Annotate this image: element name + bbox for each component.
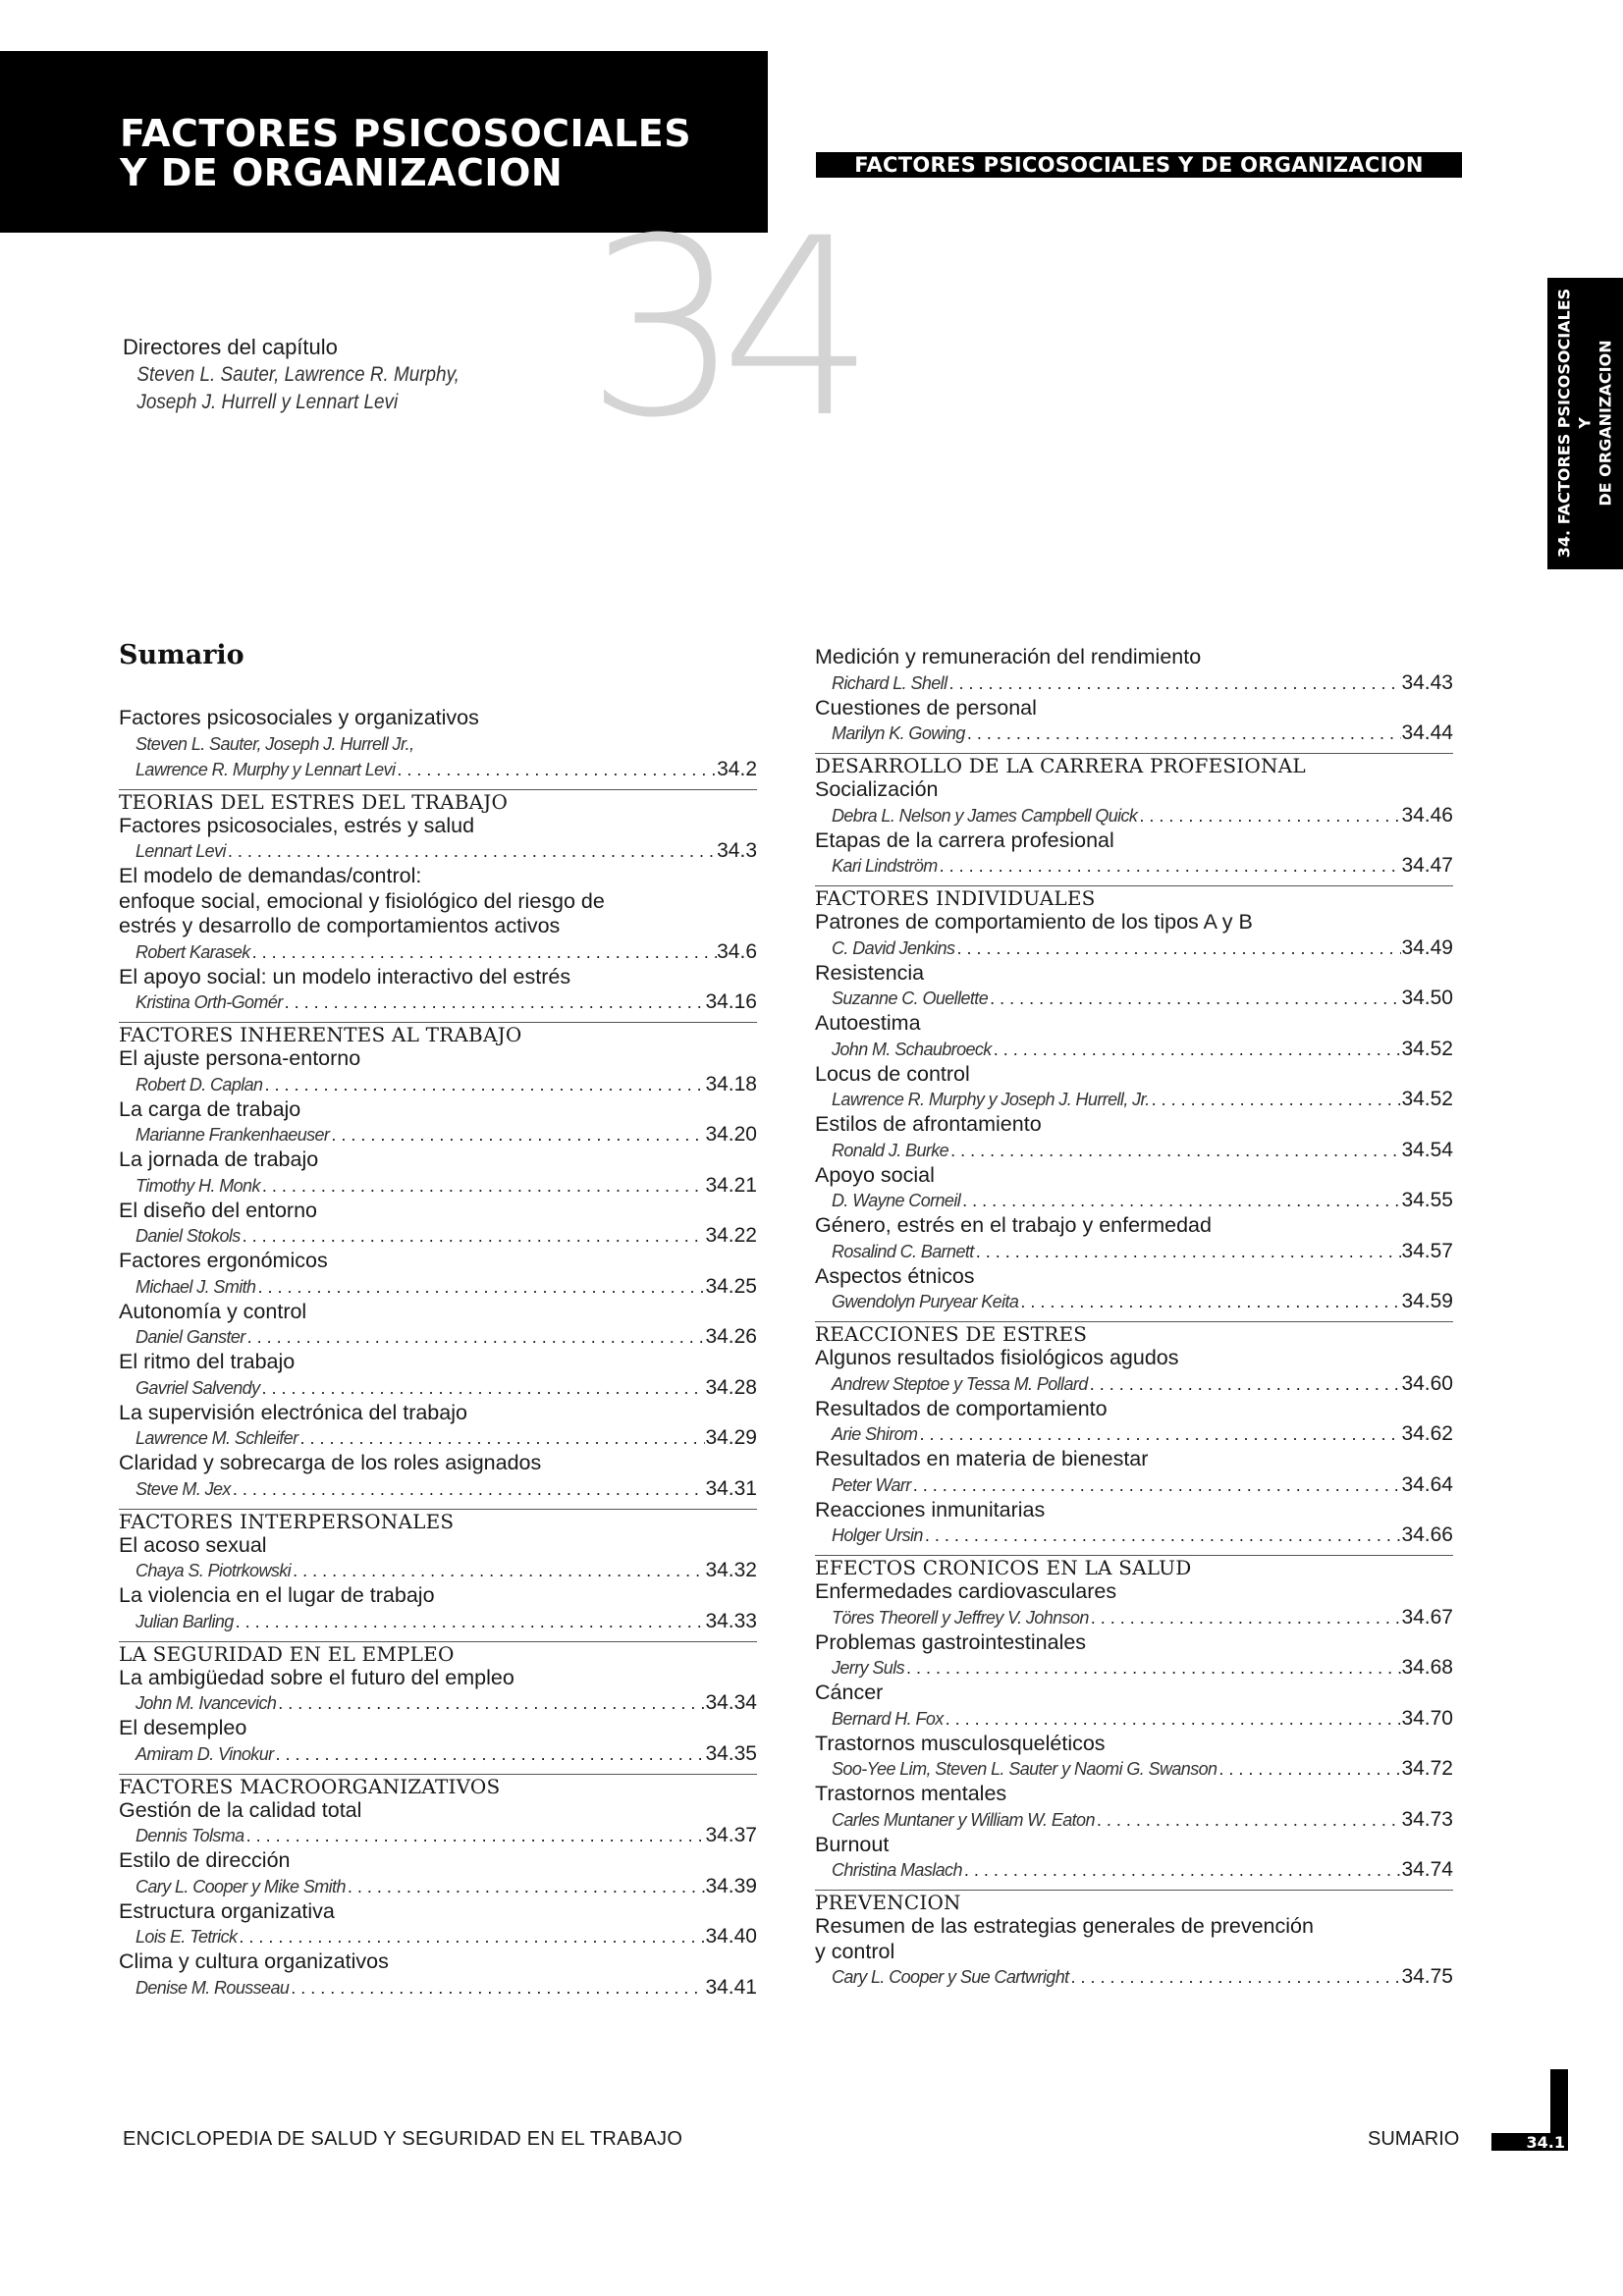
chapter-title-line2: Y DE ORGANIZACION <box>120 151 564 194</box>
entry-page-number: 34.25 <box>705 1274 757 1298</box>
entry-page-number: 34.40 <box>705 1925 757 1948</box>
entry-title: La supervisión electrónica del trabajo <box>119 1400 467 1424</box>
entry-author-page-line <box>119 1173 757 1199</box>
entry-author-page-line <box>815 721 1453 746</box>
entry-author-line: Steven L. Sauter, Joseph J. Hurrell Jr., <box>135 733 414 754</box>
entry-author: Kari Lindström <box>832 856 938 876</box>
entry-page-number: 34.22 <box>705 1224 757 1247</box>
contents-entry <box>119 1097 757 1148</box>
entry-title: Algunos resultados fisiológicos agudos <box>815 1346 1179 1369</box>
contents-entry <box>119 1848 757 1899</box>
entry-page-number: 34.37 <box>705 1824 757 1846</box>
contents-entry <box>119 1249 757 1300</box>
dot-leader <box>1069 1964 1402 1990</box>
entry-author: Daniel Stokols <box>135 1226 241 1246</box>
contents-entry <box>815 1833 1453 1884</box>
entry-author: Jerry Suls <box>832 1658 905 1678</box>
entry-title: La jornada de trabajo <box>119 1148 319 1171</box>
entry-page-number: 34.57 <box>1401 1239 1453 1262</box>
entry-author-page-line <box>815 1472 1453 1498</box>
entry-author-page-line <box>815 1756 1453 1782</box>
entry-page-number: 34.47 <box>1401 854 1453 877</box>
entry-page-number: 34.32 <box>705 1559 757 1581</box>
entry-author-page-line <box>119 757 757 782</box>
entry-title: Factores psicosociales y organizativos <box>119 706 479 729</box>
dot-leader <box>274 1741 706 1767</box>
entry-title: Patrones de comportamiento de los tipos A y B <box>815 910 1253 934</box>
contents-entry <box>815 1732 1453 1783</box>
entry-title: El ajuste persona-entorno <box>119 1046 361 1070</box>
contents-entry <box>119 1350 757 1401</box>
entry-page-number: 34.62 <box>1401 1422 1453 1445</box>
entry-page-number: 34.44 <box>1401 721 1453 744</box>
entry-page-number: 34.33 <box>705 1609 757 1632</box>
entry-title: Medición y remuneración del rendimiento <box>815 645 1202 668</box>
entry-author: Peter Warr <box>832 1474 911 1495</box>
entry-author: Ronald J. Burke <box>832 1140 949 1160</box>
dot-leader <box>395 757 717 782</box>
dot-leader <box>974 1239 1402 1264</box>
contents-entry <box>119 864 757 965</box>
entry-author: Kristina Orth-Gomér <box>135 992 283 1012</box>
contents-entry <box>815 1782 1453 1833</box>
entry-author-page-line <box>815 853 1453 879</box>
entry-author-page-line <box>815 1371 1453 1397</box>
entry-author-page-line <box>119 1874 757 1899</box>
dot-leader <box>231 1476 706 1502</box>
contents-entry <box>815 1630 1453 1682</box>
dot-leader <box>276 1690 705 1716</box>
entry-page-number: 34.35 <box>705 1741 757 1765</box>
dot-leader <box>947 670 1401 696</box>
contents-entry <box>815 696 1453 747</box>
entry-page-number: 34.39 <box>705 1874 757 1897</box>
entry-title: La ambigüedad sobre el futuro del empleo <box>119 1665 514 1689</box>
dot-leader <box>241 1223 706 1249</box>
entry-author-page-line <box>815 1239 1453 1264</box>
entry-author-page-line <box>119 1274 757 1300</box>
entry-page-number: 34.6 <box>717 939 757 963</box>
contents-entry <box>815 1213 1453 1264</box>
entry-title: Resistencia <box>815 960 925 985</box>
chapter-title <box>120 114 691 192</box>
section-heading: REACCIONES DE ESTRES <box>815 1321 1453 1346</box>
contents-entry <box>119 1583 757 1634</box>
section-heading: TEORIAS DEL ESTRES DEL TRABAJO <box>119 789 757 814</box>
entry-page-number: 34.49 <box>1401 935 1453 959</box>
entry-title: Estilo de dirección <box>119 1848 291 1872</box>
entry-author-page-line <box>119 1741 757 1767</box>
entry-page-number: 34.41 <box>705 1975 757 1999</box>
entry-author-page-line <box>815 1706 1453 1732</box>
entry-page-number: 34.20 <box>705 1123 757 1146</box>
contents-entry <box>119 965 757 1016</box>
entry-author-page-line <box>815 1857 1453 1883</box>
entry-author: Soo-Yee Lim, Steven L. Sauter y Naomi G. Swanson <box>832 1759 1217 1779</box>
entry-page-number: 34.54 <box>1401 1138 1453 1161</box>
chapter-directors <box>123 334 497 416</box>
side-chapter-tab-text <box>1554 281 1616 565</box>
contents-left-column <box>119 706 757 2001</box>
entry-author: Andrew Steptoe y Tessa M. Pollard <box>832 1373 1088 1394</box>
section-heading: PREVENCION <box>815 1890 1453 1914</box>
entry-title: Resultados de comportamiento <box>815 1396 1108 1420</box>
entry-author-page-line <box>119 1975 757 2001</box>
entry-title: Estilos de afrontamiento <box>815 1112 1042 1136</box>
dot-leader <box>289 1975 705 2001</box>
directors-names-line1: Steven L. Sauter, Lawrence R. Murphy, <box>136 363 460 386</box>
entry-page-number: 34.3 <box>717 839 757 862</box>
side-tab-line1: 34. FACTORES PSICOSOCIALES Y <box>1554 288 1595 559</box>
dot-leader <box>1217 1756 1401 1782</box>
entry-author: Holger Ursin <box>832 1525 923 1545</box>
dot-leader <box>1137 803 1401 828</box>
entry-author: Lennart Levi <box>135 841 226 861</box>
entry-author: Cary L. Cooper y Mike Smith <box>135 1876 346 1896</box>
dot-leader <box>988 986 1401 1011</box>
entry-author-page-line <box>815 1037 1453 1062</box>
entry-page-number: 34.74 <box>1401 1858 1453 1881</box>
entry-title: Trastornos mentales <box>815 1782 1007 1805</box>
contents-entry <box>119 1666 757 1717</box>
dot-leader <box>965 721 1402 746</box>
dot-leader <box>904 1655 1401 1681</box>
entry-author-page-line <box>119 1425 757 1451</box>
entry-title: Socialización <box>815 777 939 801</box>
entry-author-page-line <box>119 1072 757 1097</box>
contents-entry <box>119 814 757 865</box>
dot-leader <box>262 1072 705 1097</box>
dot-leader <box>255 1274 705 1300</box>
dot-leader <box>1018 1289 1401 1314</box>
entry-title: Aspectos étnicos <box>815 1263 975 1288</box>
entry-author: Michael J. Smith <box>135 1276 256 1297</box>
entry-title: El desempleo <box>119 1716 247 1739</box>
dot-leader <box>283 989 706 1015</box>
entry-page-number: 34.73 <box>1401 1807 1453 1831</box>
entry-title: El acoso sexual <box>119 1532 267 1557</box>
entry-author-page-line <box>119 1609 757 1634</box>
dot-leader <box>226 838 717 864</box>
dot-leader <box>962 1857 1402 1883</box>
entry-author-page-line <box>119 1690 757 1716</box>
entry-author: Debra L. Nelson y James Campbell Quick <box>832 805 1138 826</box>
entry-title: Resultados en materia de bienestar <box>815 1447 1149 1470</box>
footer-section: SUMARIO <box>1368 2128 1460 2150</box>
running-header-bar: FACTORES PSICOSOCIALES Y DE ORGANIZACION <box>816 152 1462 178</box>
contents-entry <box>119 1148 757 1199</box>
entry-author-page-line <box>119 1324 757 1350</box>
entry-author: John M. Ivancevich <box>135 1693 277 1713</box>
entry-title: Autonomía y control <box>119 1299 307 1323</box>
entry-author-page-line <box>815 1655 1453 1681</box>
entry-page-number: 34.72 <box>1401 1757 1453 1780</box>
dot-leader <box>911 1472 1402 1498</box>
page-number: 34.1 <box>1526 2133 1565 2152</box>
entry-page-number: 34.55 <box>1401 1189 1453 1211</box>
entry-author: Dennis Tolsma <box>135 1826 244 1845</box>
side-tab-line2: DE ORGANIZACION <box>1596 340 1615 507</box>
entry-page-number: 34.16 <box>705 990 757 1013</box>
entry-author: Christina Maslach <box>832 1860 962 1880</box>
entry-author: Lawrence M. Schleifer <box>135 1428 298 1448</box>
entry-page-number: 34.68 <box>1401 1656 1453 1679</box>
entry-page-number: 34.59 <box>1401 1290 1453 1312</box>
entry-page-number: 34.67 <box>1401 1605 1453 1629</box>
entry-author-page-line <box>119 1122 757 1148</box>
entry-author: Denise M. Rousseau <box>135 1977 290 1998</box>
entry-page-number: 34.29 <box>705 1426 757 1449</box>
dot-leader <box>234 1609 706 1634</box>
entry-title: Trastornos musculosqueléticos <box>815 1731 1106 1755</box>
dot-leader <box>938 853 1402 879</box>
entry-author: Gwendolyn Puryear Keita <box>832 1292 1019 1311</box>
section-heading: FACTORES MACROORGANIZATIVOS <box>119 1774 757 1798</box>
entry-title: Burnout <box>815 1832 890 1856</box>
entry-author: Lawrence R. Murphy y Lennart Levi <box>135 759 396 779</box>
entry-title: El diseño del entorno <box>119 1198 318 1222</box>
dot-leader <box>1095 1807 1402 1833</box>
contents-entry <box>815 645 1453 696</box>
section-heading: DESARROLLO DE LA CARRERA PROFESIONAL <box>815 753 1453 777</box>
entry-title: El apoyo social: un modelo interactivo del estrés <box>119 964 571 988</box>
contents-entry <box>815 1579 1453 1630</box>
entry-title: Cuestiones de personal <box>815 695 1037 720</box>
contents-entry <box>119 1899 757 1950</box>
entry-author: Robert D. Caplan <box>135 1074 263 1095</box>
contents-entry <box>815 1914 1453 1990</box>
contents-entry <box>119 1401 757 1452</box>
entry-page-number: 34.28 <box>705 1375 757 1399</box>
entry-author: Marianne Frankenhaeuser <box>135 1125 330 1145</box>
entry-author: Richard L. Shell <box>832 672 947 693</box>
contents-entry <box>815 1681 1453 1732</box>
entry-author-page-line <box>815 1807 1453 1833</box>
entry-author-page-line <box>119 1476 757 1502</box>
entry-page-number: 34.52 <box>1401 1088 1453 1110</box>
entry-title: Enfermedades cardiovasculares <box>815 1579 1117 1603</box>
entry-author: Amiram D. Vinokur <box>135 1743 274 1764</box>
dot-leader <box>329 1122 705 1148</box>
entry-title: Clima y cultura organizativos <box>119 1949 389 1973</box>
entry-title: Problemas gastrointestinales <box>815 1629 1087 1654</box>
entry-author: Daniel Ganster <box>135 1327 245 1347</box>
entry-page-number: 34.2 <box>717 757 757 780</box>
entry-page-number: 34.50 <box>1401 987 1453 1009</box>
entry-author-page-line <box>119 1223 757 1249</box>
dot-leader <box>948 1138 1401 1163</box>
entry-page-number: 34.52 <box>1401 1037 1453 1060</box>
entry-title: Gestión de la calidad total <box>119 1797 362 1822</box>
entry-author-page-line <box>815 1964 1453 1990</box>
entry-author-page-line <box>815 1605 1453 1630</box>
entry-author-page-line <box>815 935 1453 961</box>
entry-title: El ritmo del trabajo <box>119 1350 296 1373</box>
dot-leader <box>237 1924 705 1949</box>
entry-page-number: 34.75 <box>1401 1965 1453 1988</box>
contents-entry <box>815 1498 1453 1549</box>
entry-author: Julian Barling <box>135 1611 234 1631</box>
contents-entry <box>119 1798 757 1849</box>
entry-author-page-line <box>119 1924 757 1949</box>
entry-author-page-line <box>815 803 1453 828</box>
contents-entry <box>815 1346 1453 1397</box>
entry-author: Lawrence R. Murphy y Joseph J. Hurrell, Jr. <box>832 1090 1150 1109</box>
entry-page-number: 34.46 <box>1401 803 1453 827</box>
side-chapter-tab <box>1547 278 1623 569</box>
dot-leader <box>923 1522 1402 1548</box>
entry-page-number: 34.31 <box>705 1476 757 1500</box>
dot-leader <box>244 1823 706 1848</box>
contents-entry <box>815 1264 1453 1315</box>
entry-title: Apoyo social <box>815 1162 935 1187</box>
entry-author: Suzanne C. Ouellette <box>832 988 989 1008</box>
entry-author-page-line <box>815 1138 1453 1163</box>
entry-author: Steve M. Jex <box>135 1478 231 1499</box>
contents-entry <box>815 777 1453 828</box>
entry-author: Gavriel Salvendy <box>135 1377 260 1398</box>
chapter-number: 34 <box>585 186 855 471</box>
entry-author-page-line <box>119 1558 757 1583</box>
entry-title: Factores ergonómicos <box>119 1249 328 1272</box>
dot-leader <box>250 939 717 965</box>
entry-author: Marilyn K. Gowing <box>832 723 965 743</box>
contents-entry <box>815 1112 1453 1163</box>
entry-author: Timothy H. Monk <box>135 1175 260 1196</box>
entry-title: Claridad y sobrecarga de los roles asignados <box>119 1451 542 1474</box>
dot-leader <box>259 1375 705 1401</box>
entry-page-number: 34.34 <box>705 1691 757 1714</box>
dot-leader <box>992 1037 1402 1062</box>
contents-entry <box>119 1451 757 1502</box>
contents-entry <box>815 1447 1453 1498</box>
entry-author: Arie Shirom <box>832 1424 918 1444</box>
entry-author-page-line <box>815 1188 1453 1213</box>
dot-leader <box>944 1706 1402 1732</box>
contents-entry <box>815 1062 1453 1113</box>
contents-entry <box>119 706 757 782</box>
entry-title: La violencia en el lugar de trabajo <box>119 1583 435 1607</box>
section-heading: FACTORES INTERPERSONALES <box>119 1509 757 1533</box>
entry-title: Resumen de las estrategias generales de prevención y control <box>815 1914 1314 1963</box>
contents-entry <box>119 1300 757 1351</box>
entry-title: Etapas de la carrera profesional <box>815 828 1114 852</box>
contents-entry <box>815 910 1453 961</box>
entry-author-page-line <box>119 939 757 965</box>
contents-entry <box>815 1011 1453 1062</box>
entry-title: Género, estrés en el trabajo y enfermedad <box>815 1213 1212 1237</box>
entry-title: Autoestima <box>815 1011 921 1035</box>
entry-author: Töres Theorell y Jeffrey V. Johnson <box>832 1607 1089 1628</box>
section-heading: EFECTOS CRONICOS EN LA SALUD <box>815 1555 1453 1579</box>
entry-page-number: 34.26 <box>705 1325 757 1348</box>
entry-author-page-line <box>119 989 757 1015</box>
section-heading: FACTORES INDIVIDUALES <box>815 885 1453 910</box>
dot-leader <box>298 1425 705 1451</box>
entry-author: Rosalind C. Barnett <box>832 1241 974 1261</box>
dot-leader <box>960 1188 1401 1213</box>
dot-leader <box>291 1558 705 1583</box>
entry-page-number: 34.21 <box>705 1173 757 1197</box>
entry-page-number: 34.18 <box>705 1072 757 1095</box>
entry-title: Locus de control <box>815 1061 970 1086</box>
entry-author: Carles Muntaner y William W. Eaton <box>832 1809 1095 1830</box>
contents-entry <box>815 1397 1453 1448</box>
directors-label: Directores del capítulo <box>123 335 338 359</box>
contents-title: Sumario <box>119 640 244 670</box>
entry-author-page-line <box>815 1522 1453 1548</box>
entry-author: Cary L. Cooper y Sue Cartwright <box>832 1967 1069 1987</box>
entry-author-page-line <box>815 1289 1453 1314</box>
contents-right-column <box>815 645 1453 1990</box>
entry-page-number: 34.43 <box>1401 670 1453 694</box>
section-heading: LA SEGURIDAD EN EL EMPLEO <box>119 1641 757 1666</box>
entry-author: Chaya S. Piotrkowski <box>135 1561 292 1580</box>
entry-page-number: 34.66 <box>1401 1523 1453 1546</box>
entry-page-number: 34.64 <box>1401 1472 1453 1496</box>
chapter-title-line1: FACTORES PSICOSOCIALES <box>120 112 692 155</box>
dot-leader <box>917 1421 1401 1447</box>
contents-entry <box>815 828 1453 880</box>
entry-title: Reacciones inmunitarias <box>815 1497 1046 1522</box>
directors-names-line2: Joseph J. Hurrell y Lennart Levi <box>136 391 399 413</box>
contents-entry <box>815 1163 1453 1214</box>
entry-author-page-line <box>815 1421 1453 1447</box>
contents-entry <box>119 1046 757 1097</box>
contents-entry <box>119 1533 757 1584</box>
entry-title: Factores psicosociales, estrés y salud <box>119 813 475 837</box>
footer-publication: ENCICLOPEDIA DE SALUD Y SEGURIDAD EN EL TRABAJO <box>123 2128 683 2150</box>
entry-page-number: 34.70 <box>1401 1706 1453 1730</box>
contents-entry <box>119 1949 757 2001</box>
entry-author-page-line <box>119 838 757 864</box>
entry-title: El modelo de demandas/control: enfoque social, emocional y fisiológico del riesgo de estrés y desarrollo de comportamientos activos <box>119 864 605 937</box>
entry-page-number: 34.60 <box>1401 1371 1453 1395</box>
contents-entry <box>815 961 1453 1012</box>
entry-author: Robert Karasek <box>135 941 250 962</box>
entry-author-page-line <box>815 670 1453 696</box>
entry-author-page-line <box>119 1375 757 1401</box>
dot-leader <box>954 935 1401 961</box>
entry-author: Bernard H. Fox <box>832 1708 944 1729</box>
entry-title: Estructura organizativa <box>119 1898 335 1923</box>
section-heading: FACTORES INHERENTES AL TRABAJO <box>119 1022 757 1046</box>
entry-author: D. Wayne Corneil <box>832 1191 961 1210</box>
entry-author-page-line <box>815 1087 1453 1112</box>
entry-author: Lois E. Tetrick <box>135 1927 238 1947</box>
entry-title: Cáncer <box>815 1681 884 1704</box>
dot-leader <box>1088 1371 1402 1397</box>
entry-author: John M. Schaubroeck <box>832 1039 992 1059</box>
entry-author: C. David Jenkins <box>832 937 955 958</box>
dot-leader <box>1089 1605 1402 1630</box>
entry-author-page-line <box>815 986 1453 1011</box>
entry-author-page-line <box>119 1823 757 1848</box>
contents-entry <box>119 1199 757 1250</box>
dot-leader <box>245 1324 706 1350</box>
dot-leader <box>260 1173 706 1199</box>
contents-entry <box>119 1716 757 1767</box>
dot-leader <box>346 1874 706 1899</box>
entry-title: La carga de trabajo <box>119 1096 301 1121</box>
dot-leader <box>1150 1087 1402 1112</box>
